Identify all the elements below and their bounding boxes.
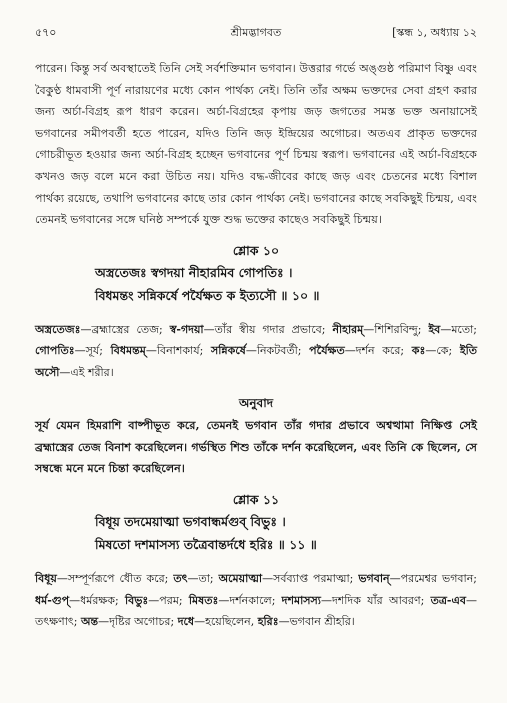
verse-11-line-2: মিষতো দশমাসস্য তত্রৈবান্তর্দধে হরিঃ ॥ ১১ ॥ <box>95 537 317 553</box>
synonym-word: মিষতঃ <box>188 593 219 607</box>
verse-10-synonyms: অস্ত্রতেজঃ—ব্রহ্মাস্ত্রের তেজ; স্ব-গদয়া—তাঁর স্বীয় গদার প্রভাবে; নীহারম্—শিশিরবিন্দু; ইব—মতো; গোপতিঃ—সূর্য; বিধমন্তম্—বিনাশকার্য; সন্নিকর্ষে—নিকটবর্তী; পর্যৈক্ষত—দর্শন করে; কঃ—কে; ইতি অসৌ—এই শরীর। <box>35 322 477 379</box>
synonym-meaning: তৎক্ষণাৎ; <box>35 615 81 629</box>
synonym-word: অন্ত <box>80 615 99 629</box>
verse-11-line-1: বিধূয় তদমেয়াত্মা ভগবান্ধর্মগুব্ বিভুঃ । <box>95 514 286 530</box>
synonym-meaning: সূর্য; <box>85 344 111 358</box>
synonym-word: বিধমন্তম্ <box>110 344 146 358</box>
synonym-meaning: দশদিক যাঁর আবরণ; <box>331 593 431 607</box>
verse-10-translation: সূর্য যেমন হিমরাশি বাষ্পীভূত করে, তেমনই ভগবান তাঁর গদার প্রভাবে অশ্বত্থামা নিক্ষিপ্ত সেই ব্রহ্মাস্ত্রের তেজ বিনাশ করেছিলেন। গর্ভস্থিত শিশু তাঁকে দর্শন করেছিলেন, এবং তিনি কে ছিলেন, সে সম্বন্ধে মনে মনে চিন্তা করেছিলেন। <box>35 418 477 476</box>
synonym-word: অমেয়াত্মা <box>218 572 263 586</box>
synonym-meaning: দৃষ্টির অগোচর; <box>109 615 178 629</box>
synonym-meaning: পরম; <box>159 593 189 607</box>
synonym-word: কঃ <box>411 344 426 358</box>
synonym-word: অস্ত্রতেজঃ <box>35 322 81 336</box>
verse-11-title: শ্লোক ১১ <box>232 492 280 508</box>
synonym-meaning: তা; <box>198 572 219 586</box>
synonym-word: ইতি অসৌ <box>35 344 477 379</box>
synonym-meaning: তাঁর স্বীয় গদার প্রভাবে; <box>214 322 333 336</box>
verse-10-line-2: বিধমন্তং সন্নিকর্ষে পর্যৈক্ষত ক ইত্যসৌ ॥ ১০ ॥ <box>95 287 320 303</box>
synonym-word: ইব <box>428 322 441 336</box>
synonym-word: স্ব-গদয়া <box>169 322 204 336</box>
synonym-word: দশমাসস্য <box>281 593 321 607</box>
book-title: শ্রীমদ্ভাগবত <box>230 26 282 39</box>
page-header <box>35 24 477 42</box>
synonym-meaning: ভগবান শ্রীহরি। <box>289 615 355 629</box>
synonym-word: তত্র-এব <box>430 593 466 607</box>
synonym-meaning: এই শরীর। <box>70 365 114 379</box>
synonym-meaning: শিশিরবিন্দু; <box>374 322 429 336</box>
synonym-word: ধর্ম-গুপ্ <box>35 593 70 607</box>
synonym-meaning: সম্পূর্ণরূপে ধৌত করে; <box>67 572 174 586</box>
translation-title: অনুবাদ <box>238 396 274 411</box>
synonym-word: গোপতিঃ <box>35 344 75 358</box>
verse-10-line-1: অস্ত্রতেজঃ স্বগদয়া নীহারমিব গোপতিঃ । <box>95 264 293 280</box>
synonym-meaning: নিকটবর্তী; <box>256 344 310 358</box>
synonym-word: সন্নিকর্ষে <box>210 344 246 358</box>
chapter-location: [স্কন্ধ ১, অধ্যায় ১২ <box>392 26 477 39</box>
synonym-word: দধে <box>177 615 195 629</box>
synonym-meaning: দর্শনকালে; <box>229 593 282 607</box>
synonym-meaning: সর্বব্যাপ্ত পরমাত্মা; <box>273 572 359 586</box>
synonym-word: হরিঃ <box>257 615 279 629</box>
purport-paragraph: পারেন। কিন্তু সর্ব অবস্থাতেই তিনি সেই সর্বশক্তিমান ভগবান। উত্তরার গর্ভে অঙ্গুষ্ঠ পরিমাণ বিষ্ণু এবং বৈকুণ্ঠ ধামবাসী পূর্ণ নারায়ণের মধ্যে কোন পার্থক্য নেই। তিনি তাঁর অক্ষম ভক্তদের সেবা গ্রহণ করার জন্য অর্চা-বিগ্রহ রূপ ধারণ করেন। অর্চা-বিগ্রহের কৃপায় জড় জগতের সমস্ত ভক্ত অনায়াসেই ভগবানের সমীপবর্তী হতে পারেন, যদিও তিনি জড় ইন্দ্রিয়ের অগোচর। অতএব প্রাকৃত ভক্তদের গোচরীভূত হওয়ার জন্য অর্চা-বিগ্রহ হচ্ছেন ভগবানের পূর্ণ চিন্ময় স্বরূপ। ভগবানের এই অর্চা-বিগ্রহকে কখনও জড় বলে মনে করা উচিত নয়। যদিও বদ্ধ-জীবের কাছে জড় এবং চেতনের মধ্যে বিশাল পার্থক্য রয়েছে, তথাপি ভগবানের কাছে তার কোন পার্থক্য নেই। ভগবানের কাছে সবকিছুই চিন্ময়, এবং তেমনই ভগবানের সঙ্গে ঘনিষ্ঠ সম্পর্কে যুক্ত শুদ্ধ ভক্তের কাছেও সবকিছুই চিন্ময়। <box>35 62 477 227</box>
verse-10-title: শ্লোক ১০ <box>232 242 280 258</box>
synonym-word: ভগবান্ <box>358 572 390 586</box>
synonym-meaning: হয়েছিলেন, <box>205 615 258 629</box>
synonym-meaning: ধর্মরক্ষক; <box>80 593 125 607</box>
synonym-word: বিভুঃ <box>124 593 149 607</box>
synonym-word: তৎ <box>173 572 188 586</box>
synonym-meaning: পরমেশ্বর ভগবান; <box>400 572 477 586</box>
synonym-meaning: কে; <box>436 344 460 358</box>
synonym-word: পর্যৈক্ষত <box>309 344 345 358</box>
page-number: ৫৭০ <box>35 26 57 39</box>
synonym-word: নীহারম্ <box>332 322 364 336</box>
synonym-word: বিধূয় <box>35 572 57 586</box>
synonym-meaning: ব্রহ্মাস্ত্রের তেজ; <box>91 322 170 336</box>
verse-11-synonyms: বিধূয়—সম্পূর্ণরূপে ধৌত করে; তৎ—তা; অমেয়াত্মা—সর্বব্যাপ্ত পরমাত্মা; ভগবান্—পরমেশ্বর ভগবান; ধর্ম-গুপ্—ধর্মরক্ষক; বিভুঃ—পরম; মিষতঃ—দর্শনকালে; দশমাসস্য—দশদিক যাঁর আবরণ; তত্র-এব—তৎক্ষণাৎ; অন্ত—দৃষ্টির অগোচর; দধে—হয়েছিলেন, হরিঃ—ভগবান শ্রীহরি। <box>35 572 477 629</box>
synonym-meaning: দর্শন করে; <box>355 344 412 358</box>
synonym-meaning: বিনাশকার্য; <box>156 344 211 358</box>
synonym-meaning: মতো; <box>451 322 477 336</box>
